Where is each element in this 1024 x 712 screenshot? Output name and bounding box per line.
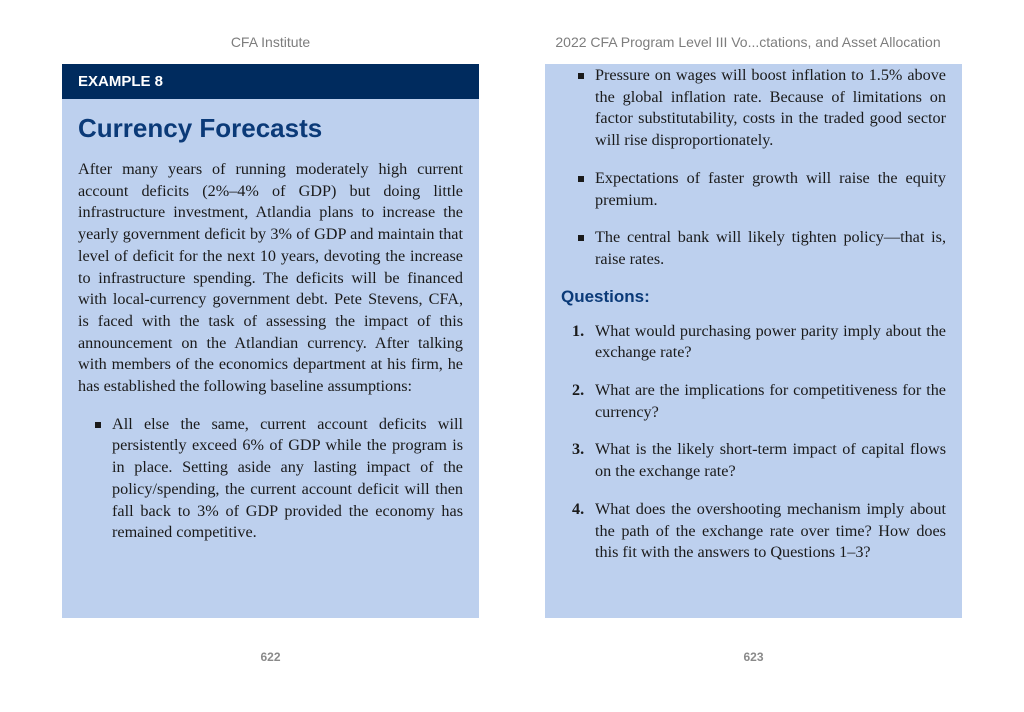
running-header-right: 2022 CFA Program Level III Vo...ctations, and Asset Allocation <box>555 34 941 50</box>
running-header-left: CFA Institute <box>230 34 311 50</box>
question-text: What are the implications for competitiveness for the currency? <box>595 381 946 421</box>
intro-paragraph: After many years of running moderately high current account deficits (2%–4% of GDP) but doing little infrastructure investment, Atlandia plans to increase the yearly government deficit by 3% of GDP and maintain that level of deficit for the next 10 years, devoting the increase to infrastructure spending. The deficits will be financed with local-currency government debt. Pete Stevens, CFA, is faced with the task of assessing the impact of this announcement on the Atlandian currency. After talking with members of the economics department at his firm, he has established the following baseline assumptions: <box>78 160 463 396</box>
question-item <box>545 439 962 482</box>
page-number-left: 622 <box>260 650 281 664</box>
bullet-text: All else the same, current account deficits will persistently exceed 6% of GDP while the program is in place. Setting aside any lasting impact of the policy/spending, the current account deficit will then fall back to 3% of GDP provided the economy has remained competitive. <box>112 414 463 542</box>
question-text: What is the likely short-term impact of capital flows on the exchange rate? <box>595 440 946 481</box>
bullet-square-icon <box>578 235 584 241</box>
question-item <box>545 321 962 364</box>
question-text: What does the overshooting mechanism imply about the path of the exchange rate over time? How does this fit with the answers to Questions 1–3? <box>595 499 946 562</box>
bullet-text: The central bank will likely tighten policy—that is, raise rates. <box>595 228 946 268</box>
questions-list <box>545 321 962 564</box>
list-item <box>62 414 479 544</box>
question-number: 3. <box>572 440 585 459</box>
bullet-text: Expectations of faster growth will raise the equity premium. <box>595 168 946 209</box>
list-item <box>545 65 962 152</box>
page-number-right: 623 <box>743 650 764 664</box>
example-panel-right <box>545 64 962 618</box>
list-item <box>545 227 962 270</box>
bullet-square-icon <box>95 422 101 428</box>
bullet-square-icon <box>578 73 584 79</box>
example-label: EXAMPLE 8 <box>62 64 479 99</box>
example-title: Currency Forecasts <box>78 113 323 143</box>
question-number: 4. <box>572 499 585 518</box>
question-number: 2. <box>572 381 585 400</box>
assumptions-list-right <box>545 65 962 271</box>
question-number: 1. <box>572 321 585 340</box>
question-item <box>545 380 962 423</box>
example-panel-left <box>62 64 479 618</box>
assumptions-list-left <box>62 414 479 544</box>
question-text: What would purchasing power parity imply about the exchange rate? <box>595 321 946 362</box>
questions-heading: Questions: <box>561 286 650 306</box>
question-item <box>545 499 962 564</box>
bullet-text: Pressure on wages will boost inflation to 1.5% above the global inflation rate. Because of limitations on factor substitutability, costs in the traded good sector will rise disproportionately. <box>595 66 946 150</box>
list-item <box>545 168 962 211</box>
bullet-square-icon <box>578 176 584 182</box>
